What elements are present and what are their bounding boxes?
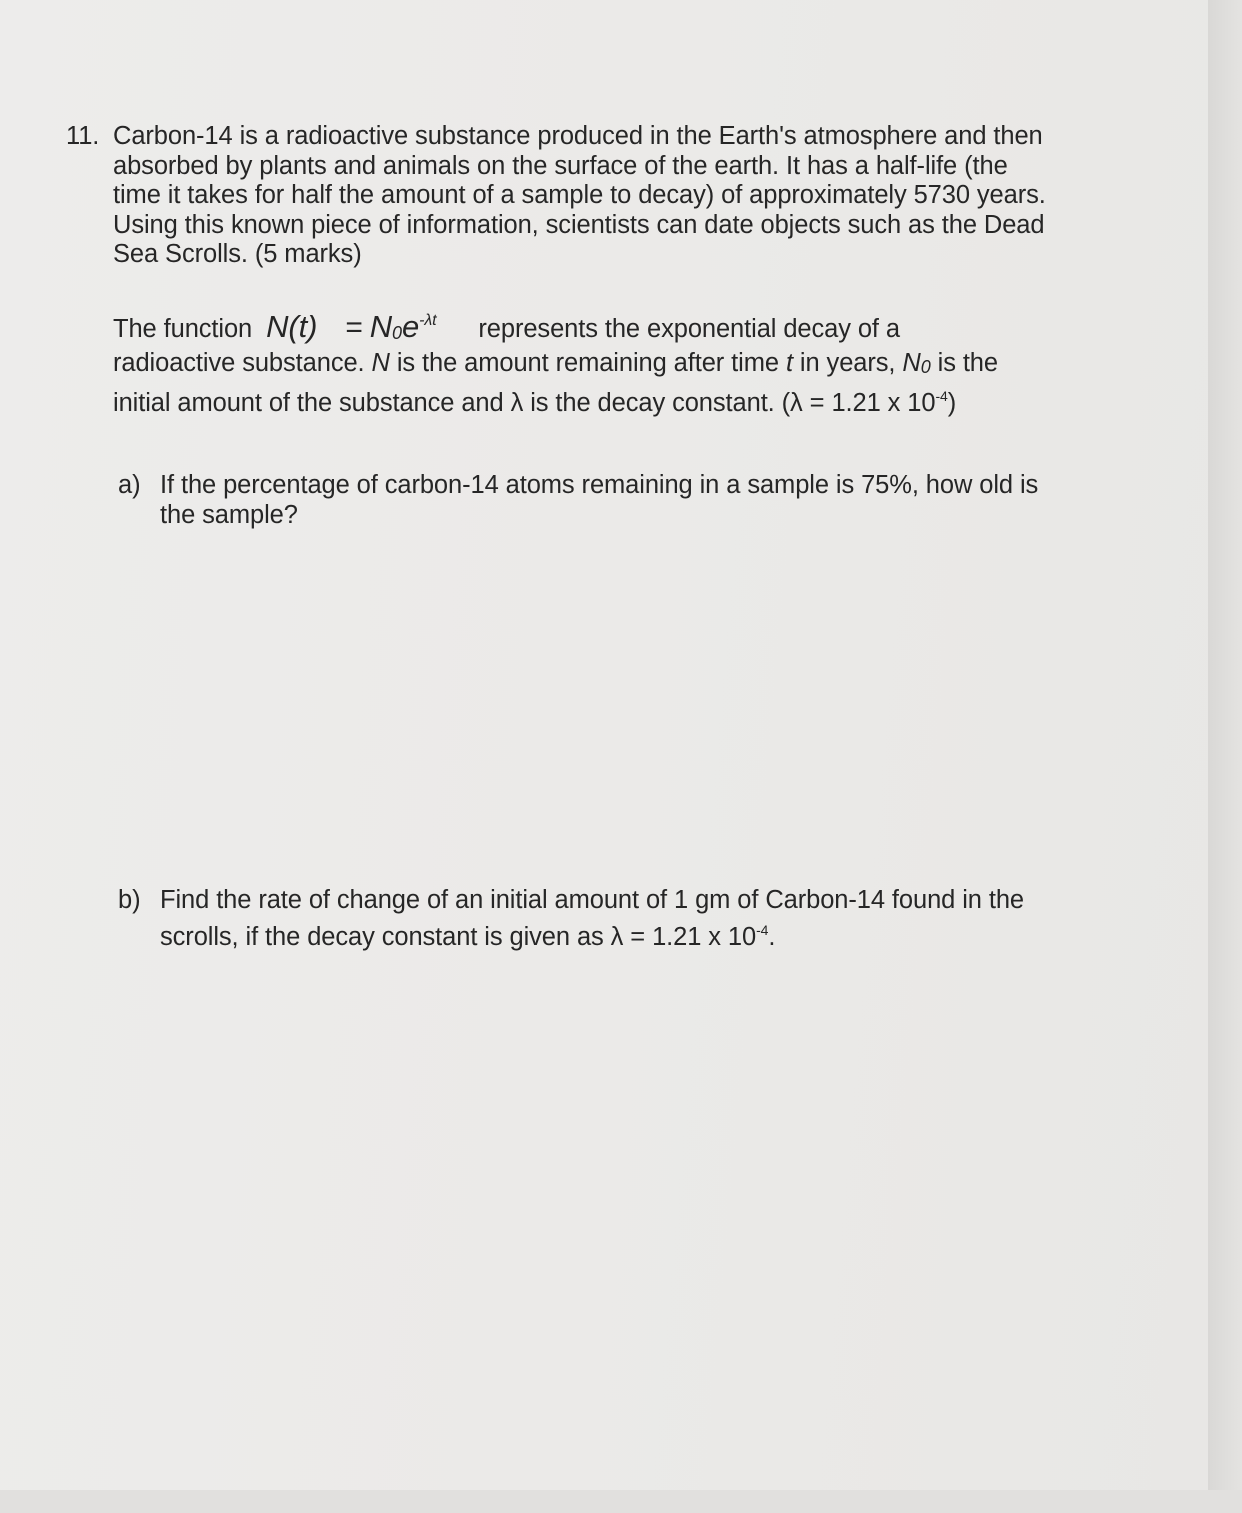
page-shadow-edge xyxy=(1208,0,1242,1513)
symbol-n0-subscript: 0 xyxy=(920,356,931,377)
question-number: 11. xyxy=(66,122,100,150)
part-b-line xyxy=(160,916,1090,953)
part-b-question xyxy=(160,886,1090,952)
lambda-exponent: -4 xyxy=(935,388,948,404)
part-a-label: a) xyxy=(118,471,141,499)
definition-text: ) xyxy=(947,389,957,417)
part-b-label: b) xyxy=(118,886,141,914)
function-line xyxy=(113,306,1093,349)
function-rhs-e: e xyxy=(401,309,420,344)
definition-text: is the amount remaining after time xyxy=(389,348,786,377)
intro-line: time it takes for half the amount of a sample to decay) of approximately 5730 years. xyxy=(113,181,1046,209)
function-lhs: N(t) xyxy=(266,309,318,344)
lambda-exponent: -4 xyxy=(756,921,769,938)
part-b-text: . xyxy=(768,922,776,951)
part-a-line: the sample? xyxy=(160,500,298,529)
symbol-n0: N xyxy=(902,348,921,377)
function-rhs-subscript: 0 xyxy=(392,323,402,343)
function-suffix: represents the exponential decay of a xyxy=(478,315,900,343)
part-b-line: Find the rate of change of an initial amount of 1 gm of Carbon-14 found in the xyxy=(160,886,1025,914)
function-equals: = xyxy=(345,311,363,344)
function-rhs-n: N xyxy=(369,309,393,344)
part-a-question xyxy=(160,471,1090,530)
part-a-line: If the percentage of carbon-14 atoms remaining in a sample is 75%, how old is xyxy=(160,471,1039,499)
definition-text: in years, xyxy=(792,348,903,377)
symbol-t: t xyxy=(785,348,793,377)
symbol-n: N xyxy=(371,348,390,377)
definition-text: initial amount of the substance and λ is the decay constant. (λ = 1.21 x 10 xyxy=(113,389,936,417)
definition-line xyxy=(113,349,1093,383)
page-bottom-edge xyxy=(0,1490,1242,1513)
part-b-text: scrolls, if the decay constant is given as λ = 1.21 x 10 xyxy=(160,922,757,951)
definition-text: is the xyxy=(930,348,998,377)
function-prefix: The function xyxy=(113,315,253,343)
function-rhs-exponent: -λt xyxy=(419,312,437,329)
intro-line: absorbed by plants and animals on the surface of the earth. It has a half-life (the xyxy=(113,151,1008,180)
definition-text: radioactive substance. xyxy=(113,348,372,377)
function-definition xyxy=(113,306,1093,419)
intro-line: Carbon-14 is a radioactive substance produced in the Earth's atmosphere and then xyxy=(113,122,1043,150)
intro-line: Sea Scrolls. (5 marks) xyxy=(113,240,362,268)
definition-line xyxy=(113,382,1093,419)
question-intro xyxy=(113,122,1093,270)
intro-line: Using this known piece of information, scientists can date objects such as the Dead xyxy=(113,210,1045,239)
